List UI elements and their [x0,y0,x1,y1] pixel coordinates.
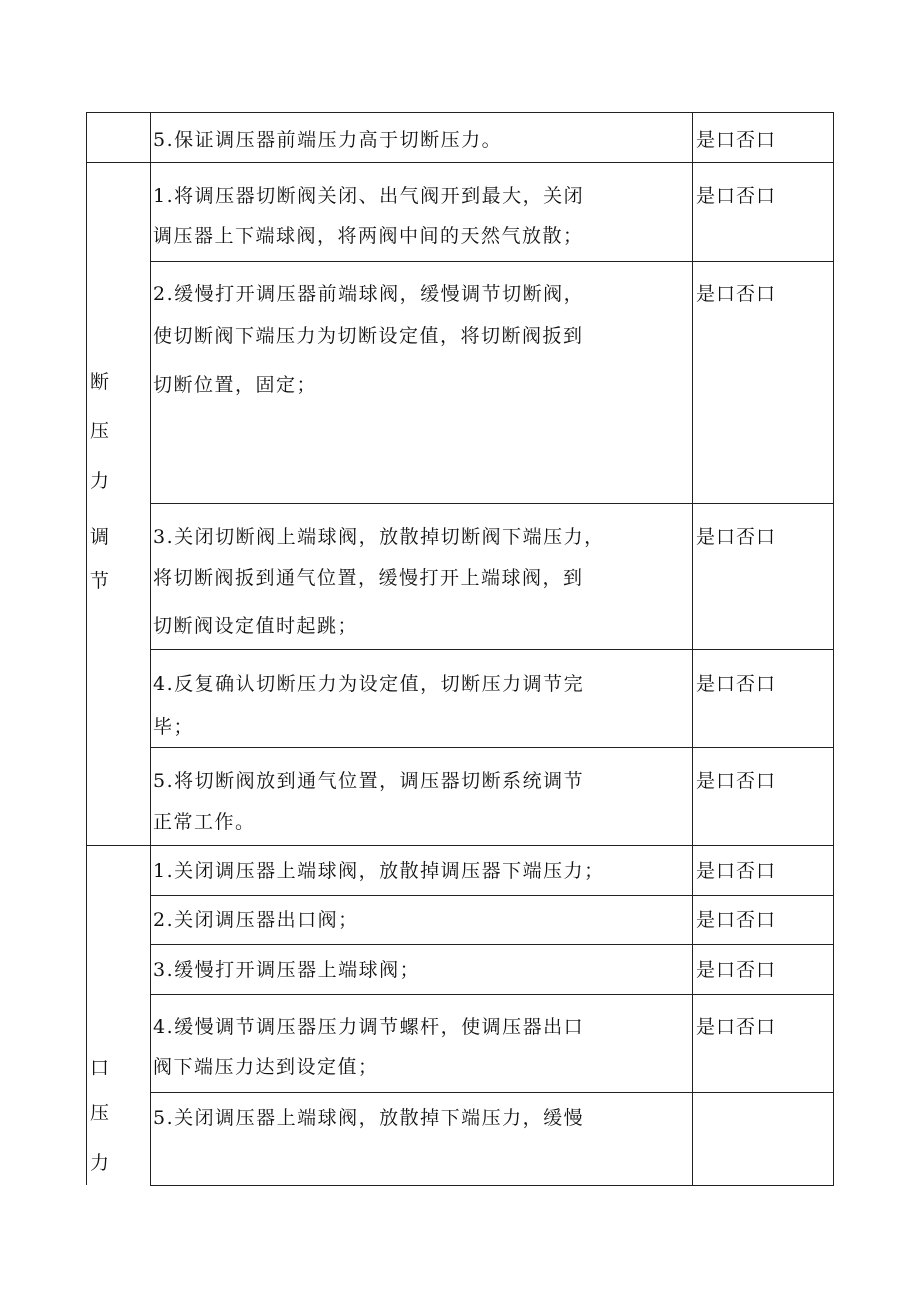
grid-line [150,1092,834,1093]
step-text: 3.关闭切断阀上端球阀，放散掉切断阀下端压力， [153,526,605,548]
step-text: 4.反复确认切断压力为设定值，切断压力调节完 [153,673,585,695]
yes-no-checkbox[interactable]: 是口否口 [696,526,777,548]
grid-line [86,112,87,1185]
grid-line [150,503,834,504]
section-label-char: 节 [90,570,110,592]
yes-no-checkbox[interactable]: 是口否口 [696,1016,777,1038]
step-text: 5.保证调压器前端压力高于切断压力。 [153,129,503,151]
step-text: 毕； [153,716,195,738]
section-label-char: 力 [90,470,110,492]
section-label-char: 调 [90,526,110,548]
step-text: 切断阀设定值时起跳； [153,615,359,637]
step-text: 5.将切断阀放到通气位置，调压器切断系统调节 [153,770,585,792]
yes-no-checkbox[interactable]: 是口否口 [696,860,777,882]
yes-no-checkbox[interactable]: 是口否口 [696,673,777,695]
grid-line [150,747,834,748]
step-text: 正常工作。 [153,811,256,833]
grid-line [86,162,834,163]
step-text: 将切断阀扳到通气位置，缓慢打开上端球阀，到 [153,567,584,589]
section-label-char: 断 [90,371,110,393]
grid-line [150,944,834,945]
section-label-char: 压 [90,1102,110,1124]
step-text: 调压器上下端球阀，将两阀中间的天然气放散； [153,225,584,247]
yes-no-checkbox[interactable]: 是口否口 [696,959,777,981]
grid-line [150,994,834,995]
grid-line [150,895,834,896]
grid-line [150,261,834,262]
step-text: 2.关闭调压器出口阀； [153,909,359,931]
yes-no-checkbox[interactable]: 是口否口 [696,909,777,931]
grid-line [150,649,834,650]
section-label-char: 压 [90,420,110,442]
step-text: 使切断阀下端压力为切断设定值，将切断阀扳到 [153,325,584,347]
section-label-char: 力 [90,1152,110,1174]
grid-line [86,845,834,846]
yes-no-checkbox[interactable]: 是口否口 [696,283,777,305]
step-text: 2.缓慢打开调压器前端球阀，缓慢调节切断阀， [153,283,585,305]
grid-line [833,112,834,1186]
step-text: 1.关闭调压器上端球阀，放散掉调压器下端压力； [153,860,605,882]
yes-no-checkbox[interactable]: 是口否口 [696,185,777,207]
step-text: 4.缓慢调节调压器压力调节螺杆，使调压器出口 [153,1016,585,1038]
yes-no-checkbox[interactable]: 是口否口 [696,770,777,792]
grid-line [150,112,151,1186]
yes-no-checkbox[interactable]: 是口否口 [696,129,777,151]
step-text: 3.缓慢打开调压器上端球阀； [153,959,421,981]
step-text: 阀下端压力达到设定值； [153,1056,379,1078]
grid-line [86,112,834,113]
step-text: 切断位置，固定； [153,374,318,396]
grid-line [692,112,693,1186]
step-text: 1.将调压器切断阀关闭、出气阀开到最大，关闭 [153,185,585,207]
section-label-char: 口 [90,1057,110,1079]
grid-line [150,1185,834,1186]
step-text: 5.关闭调压器上端球阀，放散掉下端压力，缓慢 [153,1107,585,1129]
